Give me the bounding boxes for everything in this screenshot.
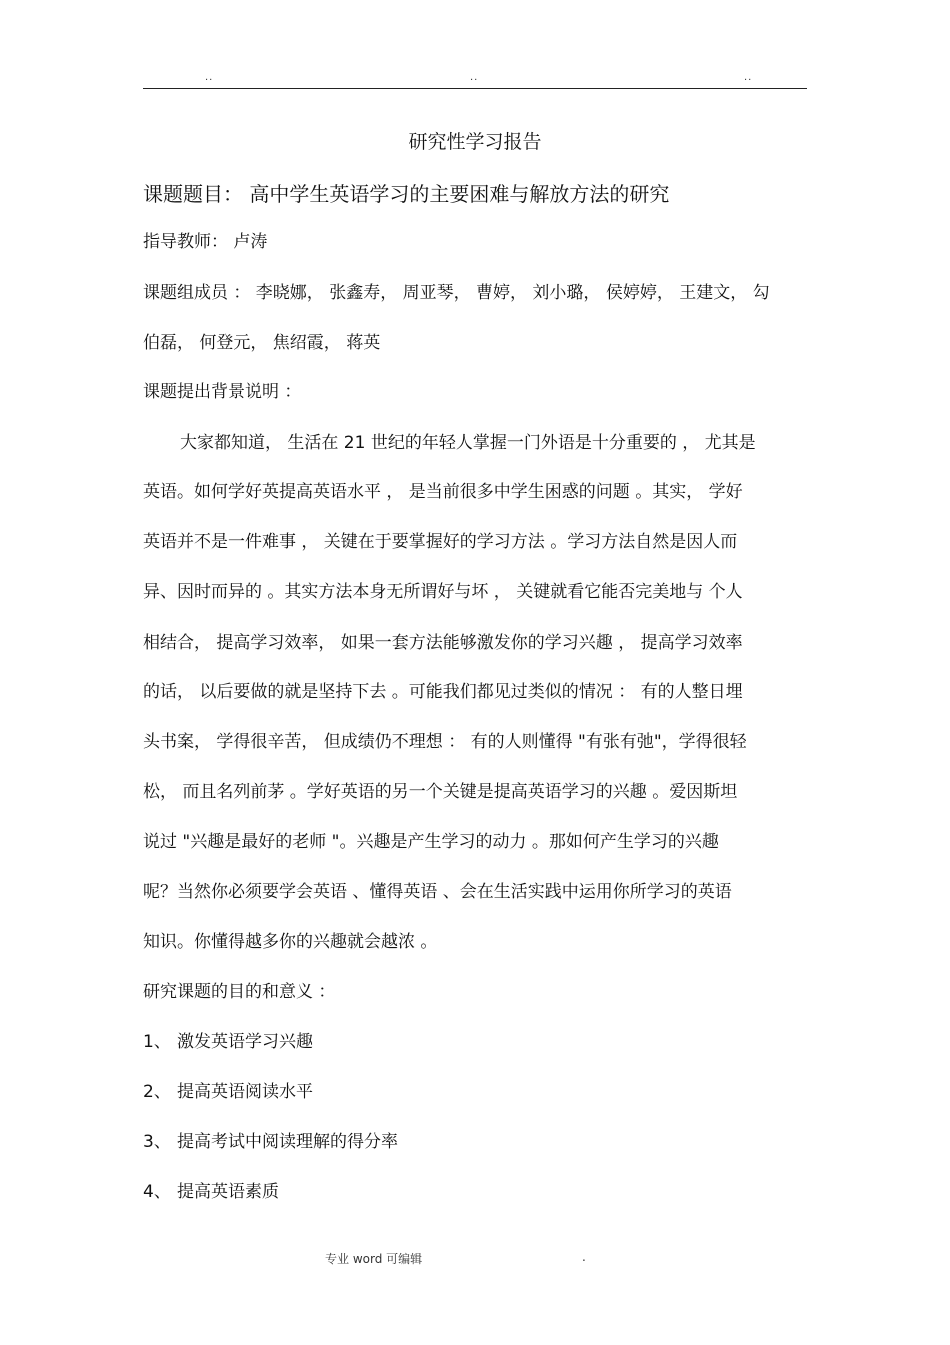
body-line: 说过 "兴趣是最好的老师 "。兴趣是产生学习的动力 。那如何产生学习的兴趣: [143, 832, 719, 852]
advisor-line: 指导教师： 卢涛: [143, 232, 268, 252]
purpose-number: 1、: [143, 1032, 171, 1052]
body-line: 英语并不是一件难事 ， 关键在于要掌握好的学习方法 。学习方法自然是因人而: [143, 532, 738, 552]
body-line: 相结合， 提高学习效率， 如果一套方法能够激发你的学习兴趣 ， 提高学习效率: [143, 633, 743, 653]
header-mark-center: ..: [470, 72, 479, 83]
purpose-text: 提高英语素质: [177, 1182, 279, 1202]
body-line: 英语。如何学好英提高英语水平 ， 是当前很多中学生困惑的问题 。其实， 学好: [143, 482, 743, 502]
purpose-item: [143, 1030, 313, 1054]
purpose-number: 4、: [143, 1182, 171, 1202]
footer-mark: .: [582, 1250, 586, 1264]
body-line: 呢？当然你必须要学会英语 、懂得英语 、会在生活实践中运用你所学习的英语: [143, 882, 732, 902]
body-line: 异、因时而异的 。其实方法本身无所谓好与坏 ， 关键就看它能否完美地与 个人: [143, 582, 743, 602]
background-heading: 课题提出背景说明 ：: [143, 382, 302, 402]
footer-label: 专业 word 可编辑: [325, 1252, 423, 1266]
body-line: 松， 而且名列前茅 。学好英语的另一个关键是提高英语学习的兴趣 。爱因斯坦: [143, 782, 738, 802]
document-title: 研究性学习报告: [408, 131, 542, 153]
purpose-text: 激发英语学习兴趣: [177, 1032, 313, 1052]
purpose-item: [143, 1080, 313, 1104]
members-line-2: 伯磊， 何登元， 焦绍霞， 蒋英: [143, 333, 381, 353]
purpose-number: 2、: [143, 1082, 171, 1102]
purpose-heading: 研究课题的目的和意义 ：: [143, 982, 336, 1002]
header-mark-right: ..: [744, 72, 753, 83]
body-line: 知识。你懂得越多你的兴趣就会越浓 。: [143, 932, 438, 952]
purpose-text: 提高考试中阅读理解的得分率: [177, 1132, 398, 1152]
header-mark-left: ..: [205, 72, 214, 83]
purpose-item: [143, 1180, 279, 1204]
body-line: 的话， 以后要做的就是坚持下去 。可能我们都见过类似的情况 ： 有的人整日埋: [143, 682, 743, 702]
purpose-number: 3、: [143, 1132, 171, 1152]
purpose-item: [143, 1130, 398, 1154]
members-line-1: 课题组成员 ： 李晓娜， 张鑫寿， 周亚琴， 曹婷， 刘小璐， 侯婷婷， 王建文， 勾: [143, 283, 770, 303]
header-rule: [143, 88, 807, 89]
purpose-text: 提高英语阅读水平: [177, 1082, 313, 1102]
topic-line: 课题题目： 高中学生英语学习的主要困难与解放方法的研究: [143, 182, 670, 206]
body-line: 大家都知道， 生活在 21 世纪的年轻人掌握一门外语是十分重要的 ， 尤其是: [180, 433, 756, 453]
body-line: 头书案， 学得很辛苦， 但成绩仍不理想 ： 有的人则懂得 "有张有弛"，学得很轻: [143, 732, 747, 752]
